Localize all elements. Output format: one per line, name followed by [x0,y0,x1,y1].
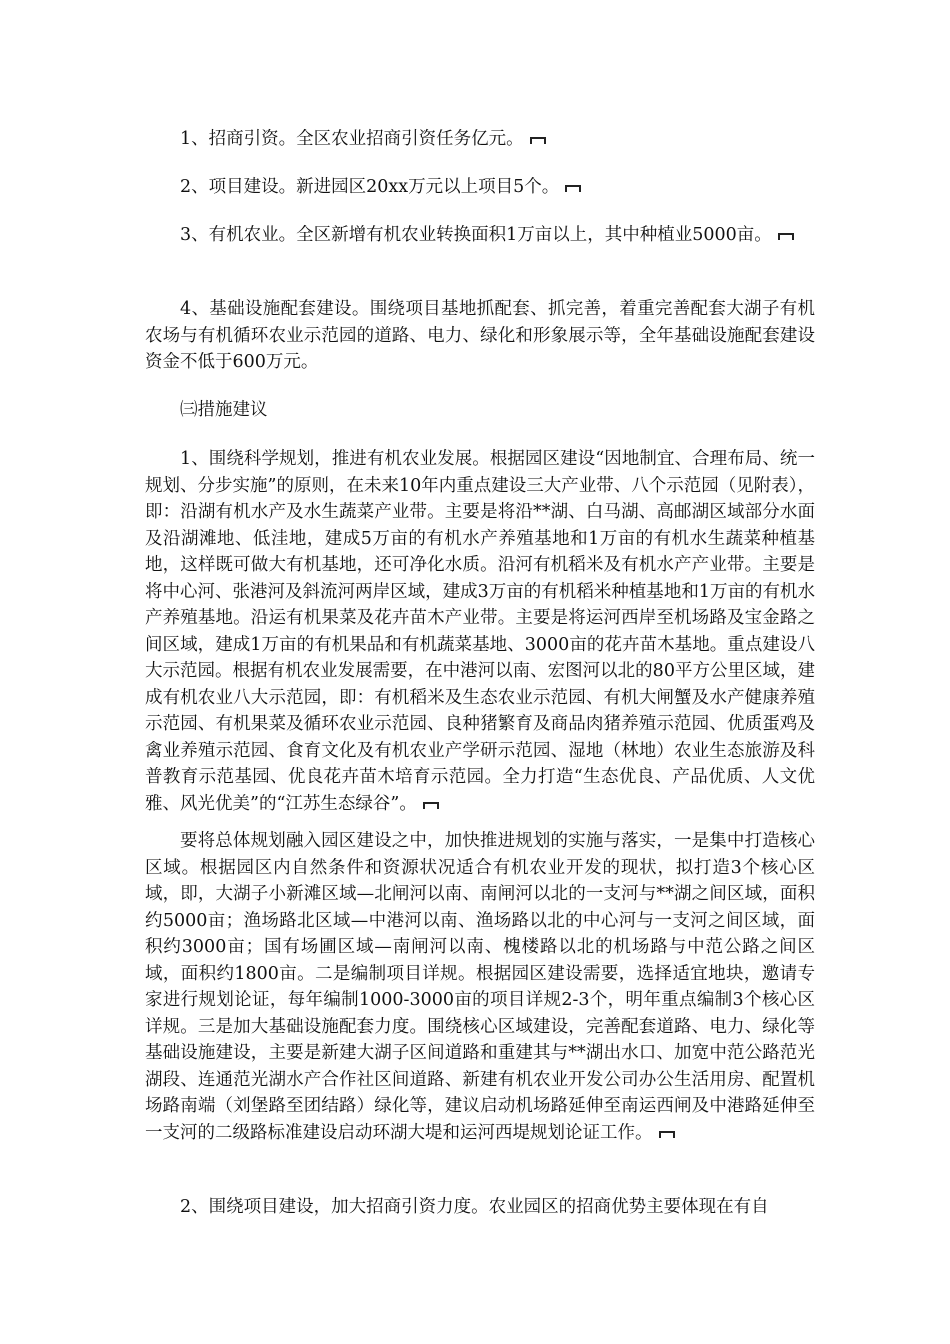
paragraph-4-text: 4、基础设施配套建设。围绕项目基地抓配套、抓完善，着重完善配套大湖子有机农场与有机循环农业示范园的道路、电力、绿化和形象展示等，全年基础设施配套建设资金不低于600万元。 [145,299,815,372]
paragraph-3-text: 3、有机农业。全区新增有机农业转换面积1万亩以上，其中种植业5000亩。 [180,225,772,245]
paragraph-4 [145,296,815,376]
paragraph-mark-icon [659,1129,675,1139]
paragraph-mark-icon [565,183,581,193]
paragraph-5 [145,446,815,817]
paragraph-5-text: 1、围绕科学规划，推进有机农业发展。根据园区建设“因地制宜、合理布局、统一规划、分步实施”的原则，在未来10年内重点建设三大产业带、八个示范园（见附表），即：沿湖有机水产及水生蔬菜产业带。主要是将沿**湖、白马湖、高邮湖区域部分水面及沿湖滩地、低洼地，建成5万亩的有机水产养殖基地和1万亩的有机水生蔬菜种植基地，这样既可做大有机基地，还可净化水质。沿河有机稻米及有机水产产业带。主要是将中心河、张港河及斜流河两岸区域，建成3万亩的有机稻米种植基地和1万亩的有机水产养殖基地。沿运有机果菜及花卉苗木产业带。主要是将运河西岸至机场路及宝金路之间区域，建成1万亩的有机果品和有机蔬菜基地、3000亩的花卉苗木基地。重点建设八大示范园。根据有机农业发展需要，在中港河以南、宏图河以北的80平方公里区域，建成有机农业八大示范园，即：有机稻米及生态农业示范园、有机大闸蟹及水产健康养殖示范园、有机果菜及循环农业示范园、良种猪繁育及商品肉猪养殖示范园、优质蛋鸡及禽业养殖示范园、食育文化及有机农业产学研示范园、湿地（林地）农业生态旅游及科普教育示范基园、优良花卉苗木培育示范园。全力打造“生态优良、产品优质、人文优雅、风光优美”的“江苏生态绿谷”。 [145,449,815,814]
paragraph-3 [145,222,815,249]
paragraph-mark-icon [423,800,439,810]
paragraph-2 [145,174,815,201]
paragraph-6 [145,828,815,1146]
paragraph-6-text: 要将总体规划融入园区建设之中，加快推进规划的实施与落实，一是集中打造核心区域。根据园区内自然条件和资源状况适合有机农业开发的现状，拟打造3个核心区域，即，大湖子小新滩区域—北闸河以南、南闸河以北的一支河与**湖之间区域，面积约5000亩；渔场路北区域—中港河以南、渔场路以北的中心河与一支河之间区域，面积约3000亩；国有场圃区域—南闸河以南、槐楼路以北的机场路与中范公路之间区域，面积约1800亩。二是编制项目详规。根据园区建设需要，选择适宜地块，邀请专家进行规划论证，每年编制1000-3000亩的项目详规2-3个，明年重点编制3个核心区详规。三是加大基础设施配套力度。围绕核心区域建设，完善配套道路、电力、绿化等基础设施建设，主要是新建大湖子区间道路和重建其与**湖出水口、加宽中范公路范光湖段、连通范光湖水产合作社区间道路、新建有机农业开发公司办公生活用房、配置机场路南端（刘堡路至团结路）绿化等，建议启动机场路延伸至南运西闸及中港路延伸至一支河的二级路标准建设启动环湖大堤和运河西堤规划论证工作。 [145,831,815,1143]
paragraph-7 [145,1194,815,1221]
paragraph-1 [145,126,815,153]
paragraph-1-text: 1、招商引资。全区农业招商引资任务亿元。 [180,129,524,149]
paragraph-7-text: 2、围绕项目建设，加大招商引资力度。农业园区的招商优势主要体现在有自 [180,1197,769,1217]
paragraph-mark-icon [778,231,794,241]
section-heading-text: ㈢措施建议 [180,400,268,420]
paragraph-mark-icon [530,135,546,145]
paragraph-2-text: 2、项目建设。新进园区20xx万元以上项目5个。 [180,177,560,197]
section-heading [145,397,815,424]
